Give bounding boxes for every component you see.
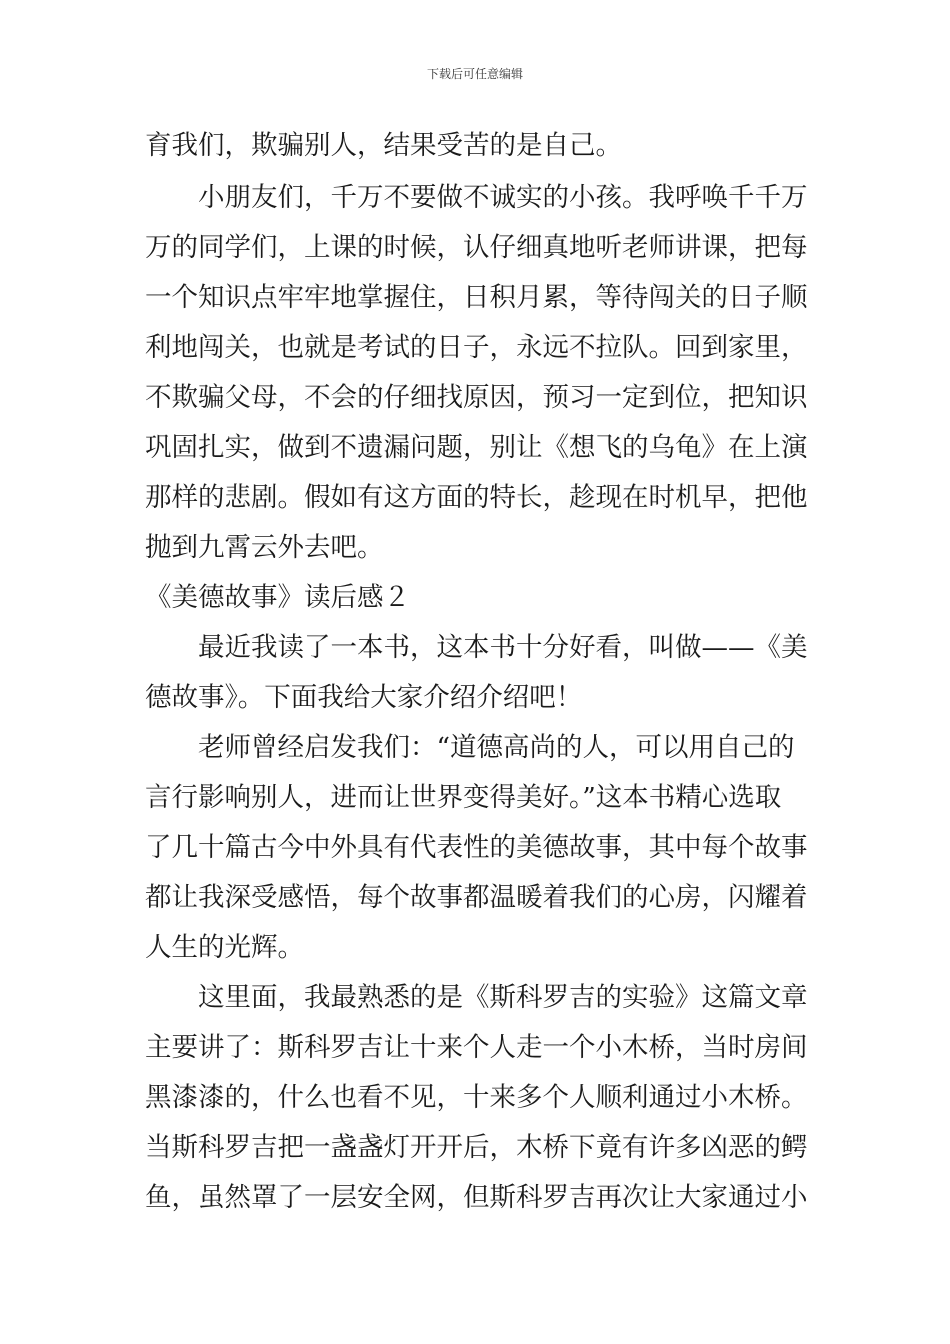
paragraph-first-line: 老师曾经启发我们：“道德高尚的人，可以用自己的 [198, 732, 795, 763]
body-line: 都让我深受感悟，每个故事都温暖着我们的心房，闪耀着 [145, 882, 808, 913]
paragraph-first-line: 这里面，我最熟悉的是《斯科罗吉的实验》这篇文章 [198, 982, 808, 1013]
body-line: 抛到九霄云外去吧。 [145, 532, 384, 563]
body-line: 不欺骗父母，不会的仔细找原因，预习一定到位，把知识 [145, 382, 808, 413]
body-line: 巩固扎实，做到不遗漏问题，别让《想飞的乌龟》在上演 [145, 432, 808, 463]
body-line: 人生的光辉。 [145, 932, 304, 963]
body-line: 主要讲了：斯科罗吉让十来个人走一个小木桥，当时房间 [145, 1032, 808, 1063]
body-line: 当斯科罗吉把一盏盏灯开开后，木桥下竟有许多凶恶的鳄 [145, 1132, 808, 1163]
paragraph-first-line: 小朋友们，千万不要做不诚实的小孩。我呼唤千千万 [198, 182, 808, 213]
body-line: 德故事》。下面我给大家介绍介绍吧！ [145, 682, 583, 713]
body-line: 育我们，欺骗别人，结果受苦的是自己。 [145, 130, 622, 161]
page-header: 下载后可任意编辑 [426, 67, 523, 81]
body-line: 万的同学们，上课的时候，认仔细真地听老师讲课，把每 [145, 232, 808, 263]
body-line: 那样的悲剧。假如有这方面的特长，趁现在时机早，把他 [145, 482, 808, 513]
body-line: 了几十篇古今中外具有代表性的美德故事，其中每个故事 [145, 832, 808, 863]
paragraph-first-line: 最近我读了一本书，这本书十分好看，叫做——《美 [198, 632, 808, 663]
section-heading: 《美德故事》读后感２ [145, 582, 410, 613]
body-line: 鱼，虽然罩了一层安全网，但斯科罗吉再次让大家通过小 [145, 1182, 808, 1213]
body-line: 言行影响别人，进而让世界变得美好。”这本书精心选取 [145, 782, 782, 813]
body-line: 一个知识点牢牢地掌握住，日积月累，等待闯关的日子顺 [145, 282, 808, 313]
body-line: 黑漆漆的，什么也看不见，十来多个人顺利通过小木桥。 [145, 1082, 808, 1113]
body-line: 利地闯关，也就是考试的日子，永远不拉队。回到家里， [145, 332, 808, 363]
